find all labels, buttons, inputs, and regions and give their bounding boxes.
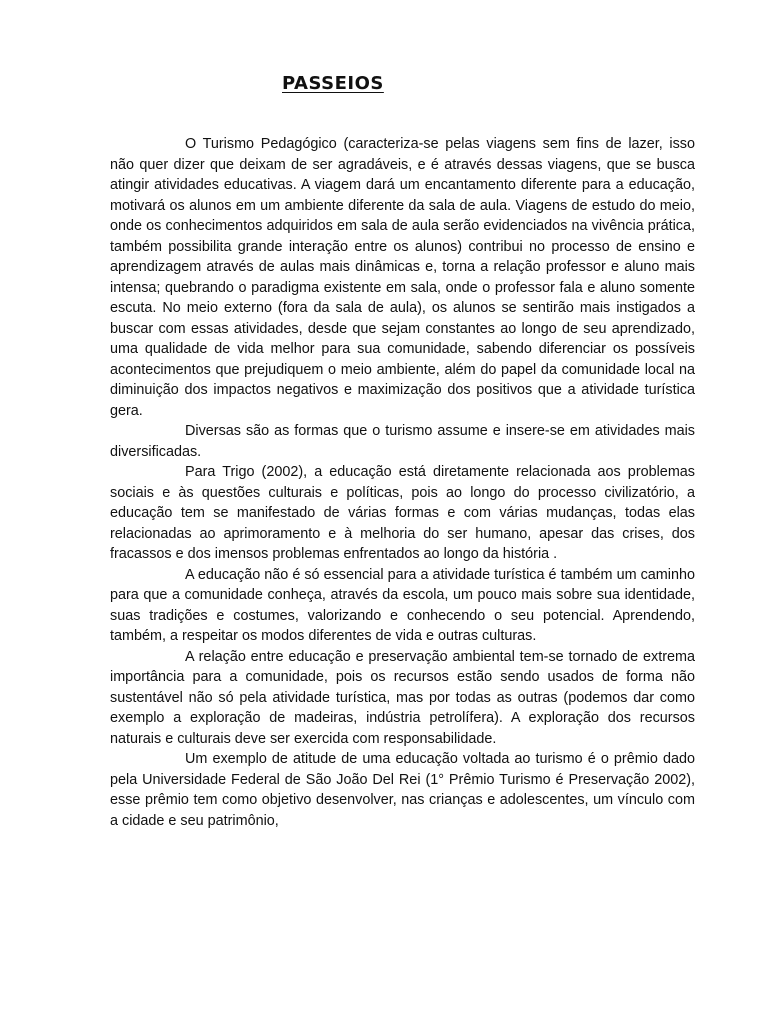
paragraph: A educação não é só essencial para a atividade turística é também um caminho para que a comunidade conheça, através da escola, um pouco mais sobre sua identidade, suas tradições e costumes, valorizando e conhecendo o seu potencial. Aprendendo, também, a respeitar os modos diferentes de vida e outras culturas.: [110, 566, 695, 644]
body-text: [110, 134, 695, 831]
paragraph: Diversas são as formas que o turismo assume e insere-se em atividades mais diversificadas.: [110, 423, 695, 460]
page-title: PASSEIOS: [282, 73, 384, 94]
paragraph: A relação entre educação e preservação ambiental tem-se tornado de extrema importância para a comunidade, pois os recursos estão sendo usados de forma não sustentável não só pela atividade turística, mas por todas as outras (podemos dar como exemplo a exploração de madeiras, indústria petrolífera). A exploração dos recursos naturais e culturais deve ser exercida com responsabilidade.: [110, 648, 695, 747]
paragraph: Para Trigo (2002), a educação está diretamente relacionada aos problemas sociais e às questões culturais e políticas, pois ao longo do processo civilizatório, a educação tem se manifestado de várias formas e com várias mudanças, todas elas relacionadas ao aprimoramento e à melhoria do ser humano, apesar das crises, dos fracassos e dos imensos problemas enfrentados ao longo da história .: [110, 464, 695, 562]
paragraph: Um exemplo de atitude de uma educação voltada ao turismo é o prêmio dado pela Universidade Federal de São João Del Rei (1° Prêmio Turismo é Preservação 2002), esse prêmio tem como objetivo desenvolver, nas crianças e adolescentes, um vínculo com a cidade e seu patrimônio,: [110, 751, 695, 829]
paragraph: O Turismo Pedagógico (caracteriza-se pelas viagens sem fins de lazer, isso não quer dizer que deixam de ser agradáveis, e é através dessas viagens, que se busca atingir atividades educativas. A viagem dará um encantamento diferente para a educação, motivará os alunos em um ambiente diferente da sala de aula. Viagens de estudo do meio, onde os conhecimentos adquiridos em sala de aula serão evidenciados na vivência prática, também possibilita grande interação entre os alunos) contribui no processo de ensino e aprendizagem através de aulas mais dinâmicas e, torna a relação professor e aluno mais intensa; quebrando o paradigma existente em sala, onde o professor fala e aluno somente escuta. No meio externo (fora da sala de aula), os alunos se sentirão mais instigados a buscar com essas atividades, desde que sejam constantes ao longo de seu aprendizado, uma qualidade de vida melhor para sua comunidade, sabendo diferenciar os possíveis acontecimentos que prejudiquem o meio ambiente, além do papel da comunidade local na diminuição dos impactos negativos e maximização dos positivos que a atividade turística gera.: [110, 136, 695, 419]
